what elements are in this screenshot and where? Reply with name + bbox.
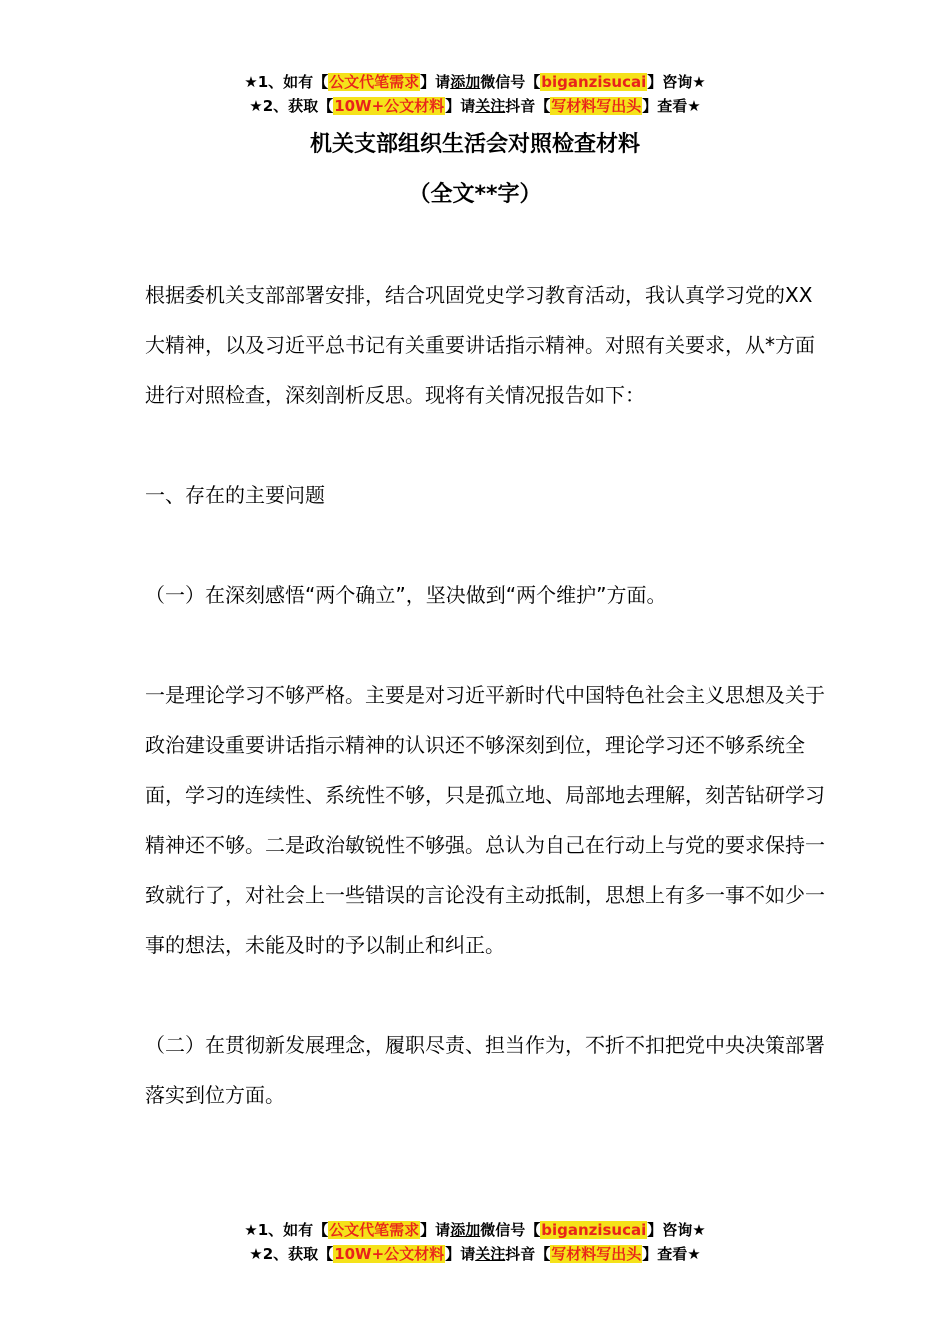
document-body xyxy=(145,270,825,1120)
intro-paragraph: 根据委机关支部部署安排，结合巩固党史学习教育活动，我认真学习党的XX大精神，以及习近平总书记有关重要讲话指示精神。对照有关要求，从*方面进行对照检查，深刻剖析反思。现将有关情况报告如下： xyxy=(145,283,815,407)
banner-line-1: ★1、如有【公文代笔需求】请添加微信号【biganzisucai】咨询★ xyxy=(244,73,706,91)
highlight-wechat-id: biganzisucai xyxy=(541,73,647,91)
bottom-banner xyxy=(0,1218,950,1266)
highlight-service: 公文代笔需求 xyxy=(329,73,420,91)
document-subtitle: （全文**字） xyxy=(408,182,542,207)
top-banner xyxy=(0,70,950,118)
banner-line-2: ★2、获取【10W+公文材料】请关注抖音【写材料写出头】查看★ xyxy=(249,97,701,115)
highlight-douyin: 写材料写出头 xyxy=(551,1245,642,1263)
document-title: 机关支部组织生活会对照检查材料 xyxy=(309,132,640,157)
subsection-heading-2: （二）在贯彻新发展理念，履职尽责、担当作为，不折不扣把党中央决策部署落实到位方面。 xyxy=(145,1033,825,1107)
subsection-heading-1: （一）在深刻感悟“两个确立”，坚决做到“两个维护”方面。 xyxy=(145,583,667,607)
highlight-service: 公文代笔需求 xyxy=(329,1221,420,1239)
highlight-materials: 10W+公文材料 xyxy=(334,97,445,115)
highlight-douyin: 写材料写出头 xyxy=(551,97,642,115)
banner-line-1: ★1、如有【公文代笔需求】请添加微信号【biganzisucai】咨询★ xyxy=(244,1221,706,1239)
highlight-wechat-id: biganzisucai xyxy=(541,1221,647,1239)
problem-paragraph-1: 一是理论学习不够严格。主要是对习近平新时代中国特色社会主义思想及关于政治建设重要讲话指示精神的认识还不够深刻到位，理论学习还不够系统全面，学习的连续性、系统性不够，只是孤立地、局部地去理解，刻苦钻研学习精神还不够。二是政治敏锐性不够强。总认为自己在行动上与党的要求保持一致就行了，对社会上一些错误的言论没有主动抵制，思想上有多一事不如少一事的想法，未能及时的予以制止和纠正。 xyxy=(145,683,825,957)
section-heading: 一、存在的主要问题 xyxy=(145,483,325,507)
banner-line-2: ★2、获取【10W+公文材料】请关注抖音【写材料写出头】查看★ xyxy=(249,1245,701,1263)
highlight-materials: 10W+公文材料 xyxy=(334,1245,445,1263)
